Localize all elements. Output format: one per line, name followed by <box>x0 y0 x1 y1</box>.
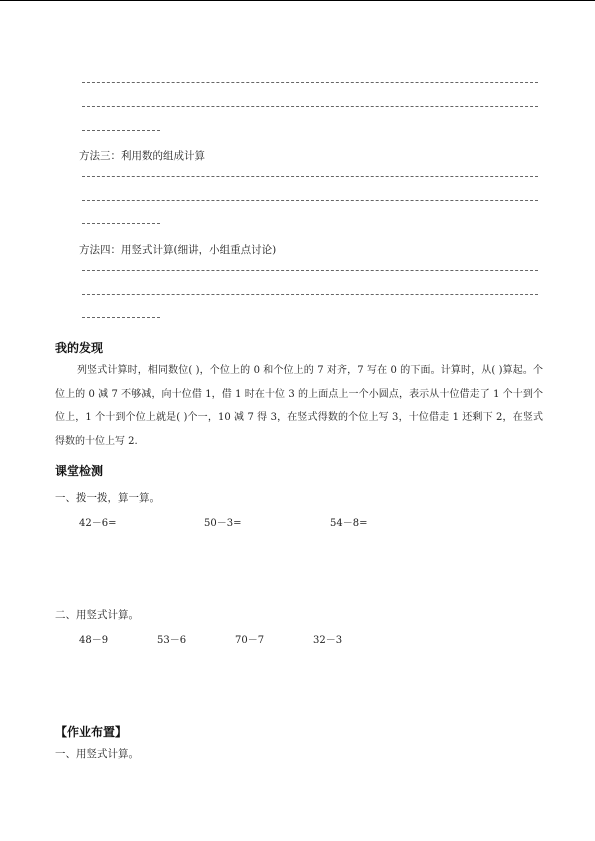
answer-line <box>82 294 538 295</box>
exercise-item: 32－3 <box>313 635 343 646</box>
discovery-heading: 我的发现 <box>55 341 104 355</box>
question-two-label: 二、用竖式计算。 <box>55 609 139 621</box>
method-three-label: 方法三：利用数的组成计算 <box>79 150 205 162</box>
page-top-border <box>0 0 595 1</box>
exercise-item: 42－6= <box>79 518 117 529</box>
classroom-check-heading: 课堂检测 <box>55 464 104 478</box>
answer-line <box>82 200 538 201</box>
answer-line <box>82 270 538 271</box>
question-one-label: 一、拨一拨，算一算。 <box>55 492 160 504</box>
method-four-label: 方法四：用竖式计算(细讲，小组重点讨论) <box>79 244 277 256</box>
exercise-item: 50－3= <box>204 518 242 529</box>
exercise-item: 70－7 <box>235 635 265 646</box>
answer-line <box>82 130 160 131</box>
answer-line <box>82 223 160 224</box>
exercise-item: 48－9 <box>79 635 109 646</box>
answer-line <box>82 176 538 177</box>
homework-heading: 【作业布置】 <box>55 725 128 739</box>
answer-line <box>82 317 160 318</box>
discovery-paragraph: 列竖式计算时，相同数位( )，个位上的 0 和个位上的 7 对齐，7 写在 0 的下面。计算时，从( )算起。个位上的 0 减 7 不够减，向十位借 1，借 1 时在十位 3 的上面点上一个小圆点，表示从十位借走了 1 个十到个位上，1 个十到个位上就是( )个一，10 减 7 得 3，在竖式得数的个位上写 3，十位借走 1 还剩下 2，在竖式得数的十位上写 2. <box>55 365 543 447</box>
homework-question-one-label: 一、用竖式计算。 <box>55 748 139 760</box>
exercise-item: 54－8= <box>330 518 368 529</box>
exercise-item: 53－6 <box>157 635 187 646</box>
answer-line <box>82 82 538 83</box>
answer-line <box>82 106 538 107</box>
